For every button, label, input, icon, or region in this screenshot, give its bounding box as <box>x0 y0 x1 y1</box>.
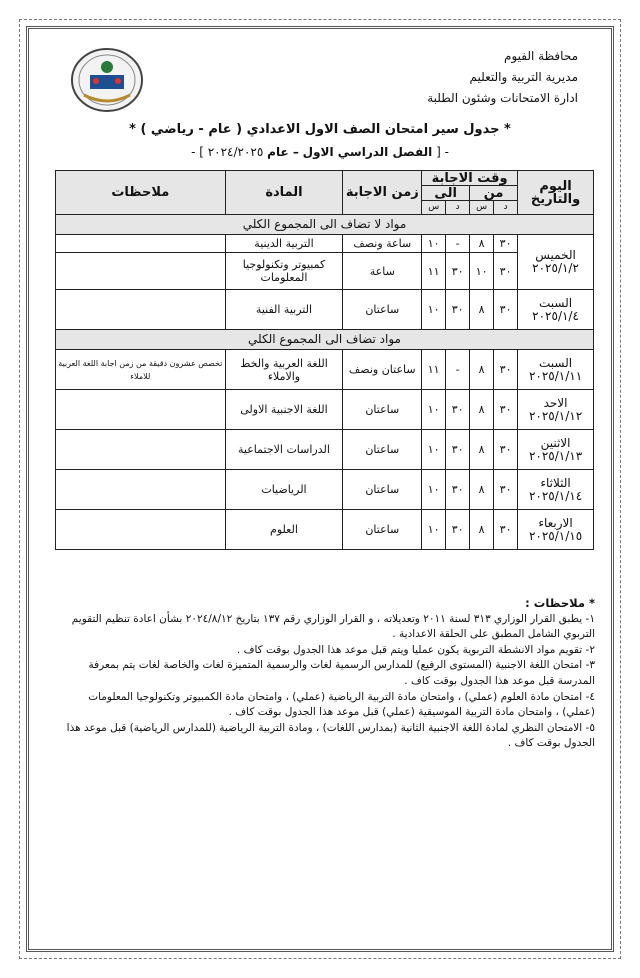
directorate-seal-icon <box>70 47 144 113</box>
from-minute: ٣٠ <box>494 390 518 430</box>
from-hour: ٨ <box>470 430 494 470</box>
day-cell <box>518 470 594 510</box>
governorate-name: محافظة الفيوم <box>504 49 578 63</box>
duration: ساعتان ونصف <box>343 350 422 390</box>
directorate-name: مديرية التربية والتعليم <box>469 70 578 84</box>
table-row <box>56 290 594 330</box>
to-hour: ١٠ <box>422 290 446 330</box>
to-minute: - <box>446 235 470 253</box>
section-title-excluded: مواد لا تضاف الى المجموع الكلي <box>56 215 594 235</box>
day-date: ٢٠٢٥/١/١٣ <box>528 448 583 463</box>
from-minute: ٣٠ <box>494 470 518 510</box>
section-title-included: مواد تضاف الى المجموع الكلي <box>56 330 594 350</box>
note <box>56 510 226 550</box>
note-item-4: ٤- امتحان مادة العلوم (عملي) ، وامتحان مادة التربية الرياضية (عملي) ، وامتحان مادة الكمبيوتر وتكنولوجيا المعلومات (عملي) ، وامتحان مادة التربية الموسيقية (عملي) قبل موعد هذا الجدول بوقت كاف . <box>88 690 595 719</box>
day-cell <box>518 350 594 390</box>
to-minute: ٣٠ <box>446 430 470 470</box>
duration: ساعة ونصف <box>343 235 422 253</box>
day-name: السبت <box>538 355 573 370</box>
from-minute: ٣٠ <box>494 290 518 330</box>
from-hour: ٨ <box>470 235 494 253</box>
day-date: ٢٠٢٥/١/٢ <box>532 261 579 275</box>
from-hour: ٨ <box>470 510 494 550</box>
subject: العلوم <box>225 510 343 550</box>
header-notes: ملاحظات <box>56 171 226 215</box>
table-row <box>56 510 594 550</box>
from-hour: ١٠ <box>470 253 494 290</box>
document-title: * جدول سير امتحان الصف الاول الاعدادي ( عام - رياضي ) * <box>129 122 511 137</box>
from-minute: ٣٠ <box>494 430 518 470</box>
to-hour: ١١ <box>422 253 446 290</box>
note <box>56 470 226 510</box>
subtitle-close: ] - <box>191 145 204 159</box>
to-hour: ١١ <box>422 350 446 390</box>
header-from-minute: د <box>494 201 518 215</box>
to-hour: ١٠ <box>422 430 446 470</box>
table-row <box>56 235 594 253</box>
from-hour: ٨ <box>470 390 494 430</box>
subject: الرياضيات <box>225 470 343 510</box>
day-date: ٢٠٢٥/١/١٤ <box>528 488 583 503</box>
note <box>56 253 226 290</box>
to-hour: ١٠ <box>422 390 446 430</box>
note-item-2: ٢- تقويم مواد الانشطة التربوية يكون عمليا ويتم قبل موعد هذا الجدول بوقت كاف . <box>236 643 595 656</box>
subtitle-open: - [ <box>436 145 449 159</box>
header-from-hour: س <box>470 201 494 215</box>
to-minute: ٣٠ <box>446 390 470 430</box>
subject: كمبيوتر وتكنولوجيا المعلومات <box>225 253 343 290</box>
day-name: الثلاثاء <box>540 475 571 490</box>
to-minute: - <box>446 350 470 390</box>
subtitle-term: الفصل الدراسي الاول <box>302 145 433 159</box>
header-to: الى <box>422 186 470 201</box>
day-cell <box>518 430 594 470</box>
table-row <box>56 253 594 290</box>
duration: ساعتان <box>343 470 422 510</box>
subject: الدراسات الاجتماعية <box>225 430 343 470</box>
table-row <box>56 350 594 390</box>
from-minute: ٣٠ <box>494 235 518 253</box>
day-name: الاثنين <box>540 435 571 450</box>
day-date: ٢٠٢٥/١/١١ <box>528 368 583 383</box>
notes-heading: * ملاحظات : <box>525 596 595 610</box>
from-hour: ٨ <box>470 350 494 390</box>
subtitle-dash: – عام <box>267 145 299 159</box>
header-day-date: اليوم والتاريخ <box>518 171 594 215</box>
duration: ساعتان <box>343 390 422 430</box>
day-name: الاحد <box>543 395 568 410</box>
note-item-5: ٥- الامتحان النظري لمادة اللغة الاجنبية الثانية (بمدارس اللغات) ، ومادة التربية الرياضية (للمدارس الرياضية) قبل موعد هذا الجدول بوقت كاف . <box>66 721 595 750</box>
from-hour: ٨ <box>470 290 494 330</box>
to-minute: ٣٠ <box>446 290 470 330</box>
table-row <box>56 470 594 510</box>
day-name: السبت <box>538 295 573 310</box>
header-duration: زمن الاجابة <box>343 171 422 215</box>
note <box>56 290 226 330</box>
header-to-hour: س <box>422 201 446 215</box>
subject: التربية الدينية <box>225 235 343 253</box>
day-date: ٢٠٢٥/١/١٢ <box>528 408 583 423</box>
duration: ساعتان <box>343 290 422 330</box>
note: تخصص عشرون دقيقة من زمن اجابة اللغة العربية للاملاء <box>56 350 226 390</box>
subject: اللغة العربية والخط والاملاء <box>225 350 343 390</box>
document-subtitle <box>0 145 640 159</box>
day-date: ٢٠٢٥/١/٤ <box>532 308 579 323</box>
day-name: الخميس <box>535 248 576 262</box>
day-cell <box>518 290 594 330</box>
day-cell <box>518 235 594 290</box>
org-header <box>427 46 578 109</box>
subject: التربية الفنية <box>225 290 343 330</box>
table-row <box>56 390 594 430</box>
day-cell <box>518 390 594 430</box>
duration: ساعة <box>343 253 422 290</box>
note-item-3: ٣- امتحان اللغة الاجنبية (المستوى الرفيع) للمدارس الرسمية لغات والرسمية المتميزة لغات والخاصة لغات يتم بمعرفة المدرسة قبل موعد هذا الجدول بوقت كاف . <box>88 659 595 687</box>
header-from: من <box>470 186 518 201</box>
to-minute: ٣٠ <box>446 253 470 290</box>
to-minute: ٣٠ <box>446 510 470 550</box>
from-hour: ٨ <box>470 470 494 510</box>
from-minute: ٣٠ <box>494 253 518 290</box>
note <box>56 390 226 430</box>
to-hour: ١٠ <box>422 470 446 510</box>
to-hour: ١٠ <box>422 235 446 253</box>
day-cell <box>518 510 594 550</box>
note-item-1: ١- يطبق القرار الوزاري ٣١٣ لسنة ٢٠١١ وتعديلاته ، و القرار الوزاري رقم ١٣٧ بتاريخ ٢٠٢٤/٨/١٢ بشأن اعادة تنظيم التقويم التربوي الشامل المطبق على الحلقة الاعدادية . <box>71 612 595 641</box>
subject: اللغة الاجنبية الاولى <box>225 390 343 430</box>
day-date: ٢٠٢٥/١/١٥ <box>528 528 583 543</box>
exam-schedule-table <box>55 170 594 550</box>
day-name: الاربعاء <box>538 515 573 530</box>
from-minute: ٣٠ <box>494 350 518 390</box>
from-minute: ٣٠ <box>494 510 518 550</box>
department-name: ادارة الامتحانات وشئون الطلبة <box>427 91 578 105</box>
duration: ساعتان <box>343 430 422 470</box>
notes-section <box>55 596 595 752</box>
note <box>56 235 226 253</box>
table-row <box>56 430 594 470</box>
header-to-minute: د <box>446 201 470 215</box>
to-minute: ٣٠ <box>446 470 470 510</box>
header-subject: المادة <box>225 171 343 215</box>
to-hour: ١٠ <box>422 510 446 550</box>
duration: ساعتان <box>343 510 422 550</box>
header-answer-time: وقت الاجابة <box>422 171 518 186</box>
note <box>56 430 226 470</box>
subtitle-year: ٢٠٢٤/٢٠٢٥ <box>207 145 264 159</box>
